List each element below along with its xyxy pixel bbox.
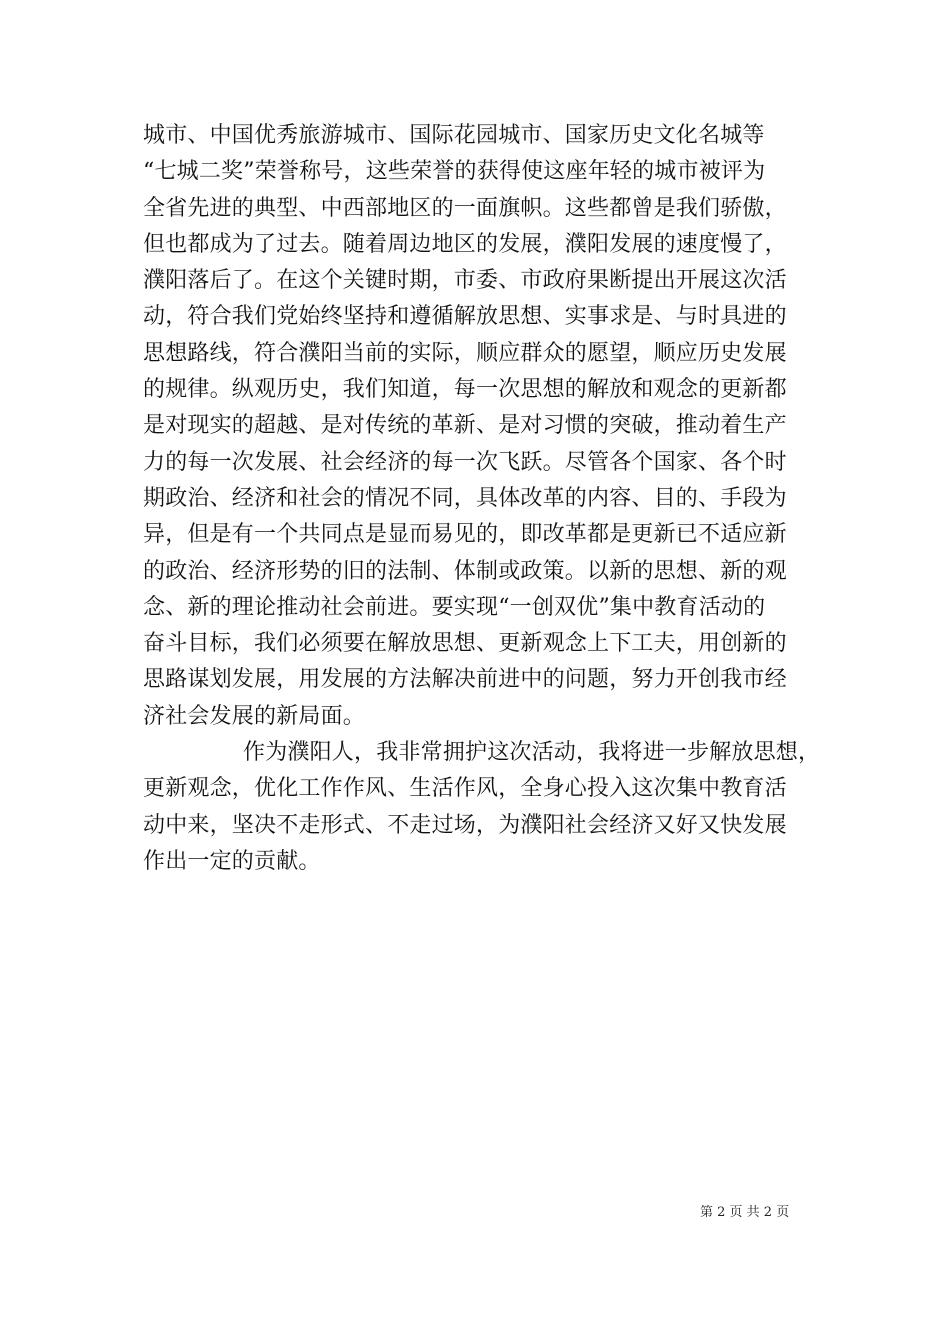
text-line: 作出一定的贡献。: [143, 848, 321, 874]
text-line: 动中来，坚决不走形式、不走过场，为濮阳社会经济又好又快发展: [143, 812, 787, 838]
text-line: 但也都成为了过去。随着周边地区的发展，濮阳发展的速度慢了，: [143, 231, 787, 257]
text-line: 城市、中国优秀旅游城市、国际花园城市、国家历史文化名城等: [143, 123, 765, 148]
text-line: 更新观念，优化工作作风、生活作风，全身心投入这次集中教育活: [143, 776, 787, 802]
paragraph-1: [143, 118, 815, 735]
text-line: 奋斗目标，我们必须要在解放思想、更新观念上下工夫，用创新的: [143, 631, 787, 657]
text-line: 全省先进的典型、中西部地区的一面旗帜。这些都曾是我们骄傲，: [143, 195, 787, 221]
text-line: 是对现实的超越、是对传统的革新、是对习惯的突破，推动着生产: [143, 413, 787, 439]
text-line-indented: 作为濮阳人，我非常拥护这次活动，我将进一步解放思想，: [243, 740, 821, 766]
text-line: 濮阳落后了。在这个关键时期，市委、市政府果断提出开展这次活: [143, 268, 787, 294]
text-line: 的政治、经济形势的旧的法制、体制或政策。以新的思想、新的观: [143, 558, 787, 584]
document-body: [143, 118, 821, 880]
text-line: 期政治、经济和社会的情况不同，具体改革的内容、目的、手段为: [143, 485, 787, 511]
text-line: 力的每一次发展、社会经济的每一次飞跃。尽管各个国家、各个时: [143, 449, 787, 475]
text-line: 思路谋划发展，用发展的方法解决前进中的问题，努力开创我市经: [143, 667, 787, 693]
text-line: 的规律。纵观历史，我们知道，每一次思想的解放和观念的更新都: [143, 377, 787, 403]
paragraph-2: [143, 735, 821, 880]
text-line: 念、新的理论推动社会前进。要实现“一创双优”集中教育活动的: [143, 594, 766, 620]
text-line: 异，但是有一个共同点是显而易见的，即改革都是更新已不适应新: [143, 522, 787, 548]
text-line: 思想路线，符合濮阳当前的实际，顺应群众的愿望，顺应历史发展: [143, 340, 787, 366]
page-number-footer: 第 2 页 共 2 页: [700, 1205, 790, 1220]
text-line: “七城二奖”荣誉称号，这些荣誉的获得使这座年轻的城市被评为: [143, 159, 766, 185]
text-line: 济社会发展的新局面。: [143, 703, 366, 729]
text-line: 动，符合我们党始终坚持和遵循解放思想、实事求是、与时具进的: [143, 304, 787, 330]
